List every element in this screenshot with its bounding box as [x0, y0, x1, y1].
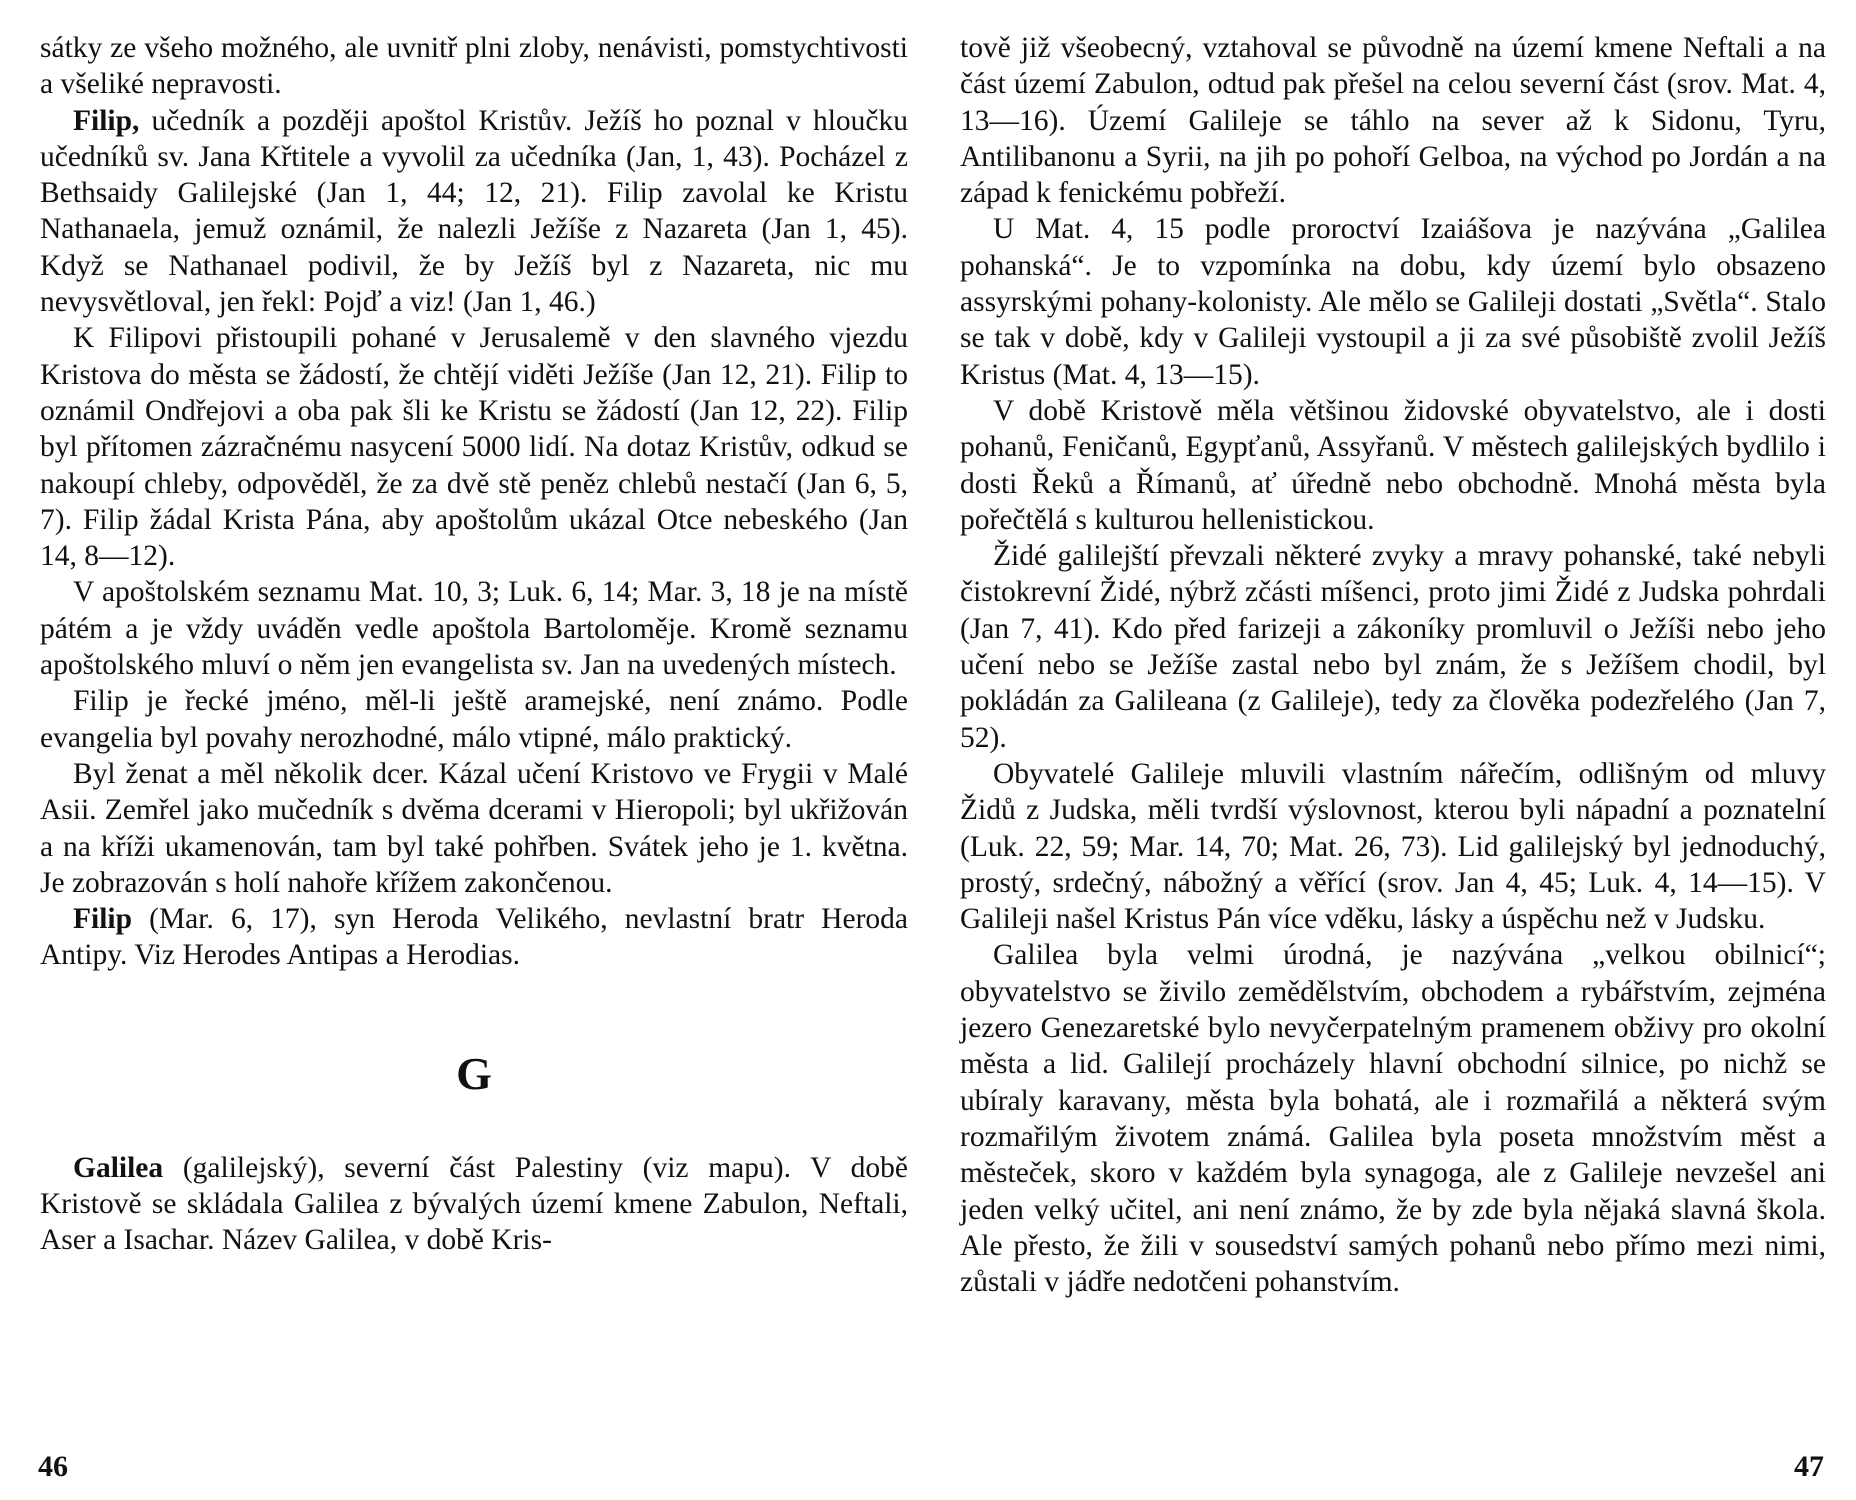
page-number-left: 46 — [38, 1450, 68, 1483]
entry-text: (galilejský), severní část Palestiny (viz mapu). V době Kristově se skládala Galilea z bývalých území kmene Zabulon, Neftali, Aser a Isachar. Název Galilea, v době Kris- — [40, 1151, 908, 1257]
entry-headword: Galilea — [73, 1151, 164, 1184]
entry-galilea — [40, 1150, 908, 1259]
left-page — [40, 30, 908, 1259]
paragraph: V době Kristově měla většinou židovské obyvatelstvo, ale i dosti pohanů, Feničanů, Egypťanů, Assyřanů. V městech galilejských bydlilo i dosti Řeků a Římanů, ať úředně nebo obchodně. Mnohá města byla pořečtělá s kulturou hellenistickou. — [960, 394, 1826, 536]
right-page — [960, 30, 1826, 1300]
page-number-right: 47 — [1794, 1450, 1824, 1483]
paragraph: K Filipovi přistoupili pohané v Jerusalemě v den slavného vjezdu Kristova do města se žádostí, že chtějí viděti Ježíše (Jan 12, 21). Filip to oznámil Ondřejovi a oba pak šli ke Kristu se žádostí (Jan 12, 22). Filip byl přítomen zázračnému nasycení 5000 lidí. Na dotaz Kristův, odkud se nakoupí chleby, odpověděl, že za dvě stě peněz chlebů nestačí (Jan 6, 5, 7). Filip žádal Krista Pána, aby apoštolům ukázal Otce nebeského (Jan 14, 8—12). — [40, 322, 908, 573]
paragraph-continuation: tově již všeobecný, vztahoval se původně na území kmene Neftali a na část území Zabulon, odtud pak přešel na celou severní část (srov. Mat. 4, 13—16). Území Galileje se táhlo na sever až k Sidonu, Tyru, Antilibanonu a Syrii, na jih po pohoří Gelboa, na východ po Jordán a na západ k fenickému pobřeží. — [960, 32, 1826, 210]
entry-filip-apostle — [40, 103, 908, 321]
paragraph: Obyvatelé Galileje mluvili vlastním nářečím, odlišným od mluvy Židů z Judska, měli tvrdší výslovnost, kterou byli nápadní a poznatelní (Luk. 22, 59; Mar. 14, 70; Mat. 26, 73). Lid galilejský byl jednoduchý, prostý, srdečný, nábožný a věřící (srov. Jan 4, 45; Luk. 4, 14—15). V Galileji našel Kristus Pán více vděku, lásky a úspěchu než v Judsku. — [960, 757, 1826, 936]
entry-filip-herod-son — [40, 901, 908, 974]
entry-headword: Filip — [73, 903, 133, 936]
paragraph-continuation: sátky ze všeho možného, ale uvnitř plni zloby, nenávisti, pomstychtivosti a všeliké nepravosti. — [40, 32, 908, 101]
section-letter: G — [456, 1047, 492, 1099]
paragraph: V apoštolském seznamu Mat. 10, 3; Luk. 6, 14; Mar. 3, 18 je na místě pátém a je vždy uváděn vedle apoštola Bartoloměje. Kromě seznamu apoštolského mluví o něm jen evangelista sv. Jan na uvedených místech. — [40, 576, 908, 682]
paragraph: Filip je řecké jméno, měl-li ještě aramejské, není známo. Podle evangelia byl povahy nerozhodné, málo vtipné, málo praktický. — [40, 685, 908, 754]
paragraph: Židé galilejští převzali některé zvyky a mravy pohanské, také nebyli čistokrevní Židé, nýbrž zčásti míšenci, proto jimi Židé z Judska pohrdali (Jan 7, 41). Kdo před farizeji a zákoníky promluvil o Ježíši nebo jeho učení nebo se Ježíše zastal nebo byl znám, že s Ježíšem chodil, byl pokládán za Galileana (z Galileje), tedy za člověka podezřelého (Jan 7, 52). — [960, 540, 1826, 754]
entry-headword: Filip, — [73, 104, 140, 137]
paragraph: Galilea byla velmi úrodná, je nazývána „velkou obilnicí“; obyvatelstvo se živilo zemědělstvím, obchodem a rybářstvím, zejména jezero Genezaretské bylo nevyčerpatelným pramenem obživy pro okolní města a lid. Galilejí procházely hlavní obchodní silnice, po nichž se ubíraly karavany, města byla bohatá, ale i rozmařilá a některá svým rozmařilým životem známá. Galilea byla poseta množstvím měst a městeček, skoro v každém byla synagoga, ale z Galileje nevzešel ani jeden velký učitel, ani není známo, že by zde byla nějaká slavná škola. Ale přesto, že žili v sousedství samých pohanů nebo přímo mezi nimi, zůstali v jádře nedotčeni pohanstvím. — [960, 939, 1826, 1299]
paragraph: U Mat. 4, 15 podle proroctví Izaiášova je nazývána „Galilea pohanská“. Je to vzpomínka na dobu, kdy území bylo obsazeno assyrskými pohany-kolonisty. Ale mělo se Galileji dostati „Světla“. Stalo se tak v době, kdy v Galileji vystoupil a ji za své působiště zvolil Ježíš Kristus (Mat. 4, 13—15). — [960, 213, 1826, 391]
paragraph: Byl ženat a měl několik dcer. Kázal učení Kristovo ve Frygii v Malé Asii. Zemřel jako mučedník s dvěma dcerami v Hieropoli; byl ukřižován a na kříži ukamenován, tam byl také pohřben. Svátek jeho je 1. května. Je zobrazován s holí nahoře křížem zakončenou. — [40, 757, 908, 899]
entry-text: učedník a později apoštol Kristův. Ježíš ho poznal v hloučku učedníků sv. Jana Křtitele a vyvolil za učedníka (Jan, 1, 43). Pocházel z Bethsaidy Galilejské (Jan 1, 44; 12, 21). Filip zavolal ke Kristu Nathanaela, jemuž oznámil, že nalezli Ježíše z Nazareta (Jan 1, 45). Když se Nathanael podivil, že by Ježíš byl z Nazareta, nic mu nevysvětloval, jen řekl: Pojď a viz! (Jan 1, 46.) — [40, 104, 908, 319]
entry-text: (Mar. 6, 17), syn Heroda Velikého, nevlastní bratr Heroda Antipy. Viz Herodes Antipas a Herodias. — [40, 903, 908, 972]
